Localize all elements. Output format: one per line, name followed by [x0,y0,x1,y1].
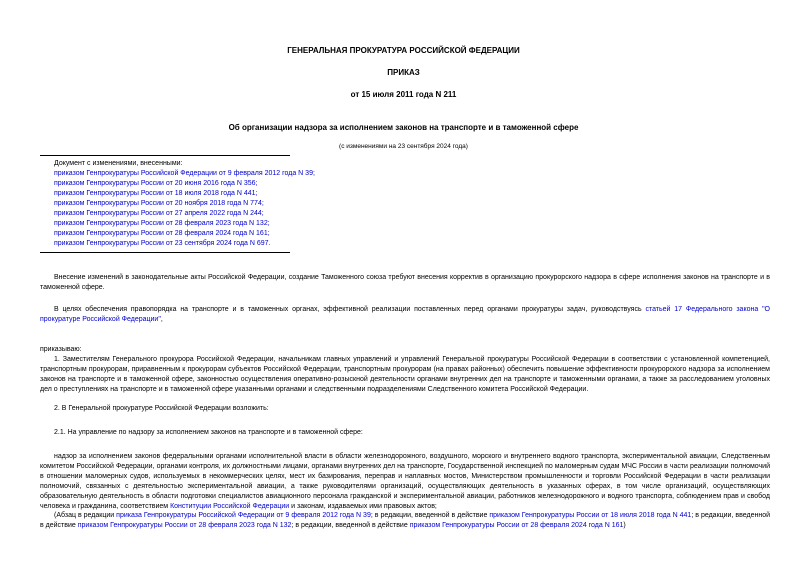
note-text-a: (Абзац в редакции [54,512,117,519]
divider-bottom [40,252,290,253]
change-link-7[interactable]: приказом Генпрокуратуры России от 28 февраля 2024 года N 161; [54,230,270,237]
organization-heading: ГЕНЕРАЛЬНАЯ ПРОКУРАТУРА РОССИЙСКОЙ ФЕДЕРАЦИИ [287,46,520,55]
change-link-1[interactable]: приказом Генпрокуратуры Российской Федерации от 9 февраля 2012 года N 39; [54,170,315,177]
item-1: 1. Заместителям Генерального прокурора Российской Федерации, начальникам главных управлений и управлений Генеральной прокуратуры Российской Федерации в соответствии с установленной компетенцией, транспортным прокурорам, приравненным к прокурорам субъектов Российской Федерации, транспортным прокурорам (на правах районных) обеспечить повышение эффективности прокурорского надзора за исполнением законов на транспорте и в таможенной сфере, законностью осуществления оперативно-розыскной деятельности органами внутренних дел на транспорте и таможенными органами, а также за расследованием уголовных дел о преступлениях на транспорте и в таможенной сфере указанными органами и следственными подразделениями Следственного комитета Российской Федерации. [40,356,770,393]
supervision-text: надзор за исполнением законов федеральными органами исполнительной власти в области железнодорожного, воздушного, морского и внутреннего водного транспорта, экспериментальной авиации, Следственным комитетом Российской Федерации, органами контроля, их должностными лицами, органами внутренних дел на транспорте, Государственной инспекцией по маломерным судам МЧС России в части реализации полномочий в отношении маломерных судов, используемых в некоммерческих целях, мест их базирования, переправ и наплавных мостов, Министерством промышленности и торговли Российской Федерации в части реализации полномочий, связанных с деятельностью экспериментальной авиации, а также руководителями организаций, осуществляющих деятельность в указанных сферах, в том числе организаций, осуществляющих образовательную деятельность в области подготовки специалистов авиационного персонала гражданской и экспериментальной авиации, работников железнодорожного и водного транспорта, соблюдением прав и свобод человека и гражданина, соответствием [40,453,770,510]
change-link-5[interactable]: приказом Генпрокуратуры России от 27 апреля 2022 года N 244; [54,210,264,217]
note-text-b: ; в редакции, введенной в действие [370,512,490,519]
law-link[interactable]: статьей 17 Федерального закона "О прокуратуре Российской Федерации" [40,306,770,323]
change-link-6[interactable]: приказом Генпрокуратуры России от 28 февраля 2023 года N 132; [54,220,270,227]
doc-date-number: от 15 июля 2011 года N 211 [350,90,457,99]
purpose-end: , [160,316,163,323]
paragraph-purpose [40,305,770,325]
doc-type-heading: ПРИКАЗ [387,68,420,77]
change-link-4[interactable]: приказом Генпрокуратуры России от 20 ноября 2018 года N 774; [54,200,264,207]
amendment-note [40,511,770,531]
supervision-end: и законам, издаваемых ими правовых актов; [289,503,437,510]
note-text-e: ) [623,522,626,529]
change-link-2[interactable]: приказом Генпрокуратуры России от 20 июня 2016 года N 356; [54,180,258,187]
paragraph-preamble: Внесение изменений в законодательные акты Российской Федерации, создание Таможенного союза требуют внесения корректив в организацию прокурорского надзора в сфере исполнения законов на транспорте и в таможенной сфере. [40,274,770,291]
item-2: 2. В Генеральной прокуратуре Российской Федерации возложить: [54,405,269,412]
note-text-c: ; в редакции, введенной в действие [40,512,771,529]
constitution-link[interactable]: Конституции Российской Федерации [170,503,290,510]
document-title: Об организации надзора за исполнением законов на транспорте и в таможенной сфере [228,123,579,132]
divider-top [40,155,290,156]
item-2-1: 2.1. На управление по надзору за исполнением законов на транспорте и в таможенной сфере: [54,429,363,436]
changes-intro: Документ с изменениями, внесенными: [54,160,183,167]
changes-list [54,159,384,249]
note-text-d: ; в редакции, введенной в действие [291,522,410,529]
note-link-3[interactable]: приказом Генпрокуратуры России от 28 февраля 2023 года N 132 [77,522,292,529]
revision-note: (с изменениями на 23 сентября 2024 года) [339,143,468,150]
note-link-4[interactable]: приказом Генпрокуратуры России от 28 февраля 2024 года N 161 [409,522,624,529]
order-word: приказываю: [40,346,82,353]
purpose-text: В целях обеспечения правопорядка на транспорте и в таможенных органах, эффективной реализации поставленных перед органами прокуратуры задач, руководствуясь [54,306,646,313]
supervision-paragraph [40,452,770,512]
change-link-8[interactable]: приказом Генпрокуратуры России от 23 сентября 2024 года N 697. [54,240,271,247]
note-link-2[interactable]: приказом Генпрокуратуры России от 18 июля 2018 года N 441 [489,512,692,519]
change-link-3[interactable]: приказом Генпрокуратуры России от 18 июля 2018 года N 441; [54,190,258,197]
note-link-1[interactable]: приказа Генпрокуратуры Российской Федерации от 9 февраля 2012 года N 39 [116,512,371,519]
